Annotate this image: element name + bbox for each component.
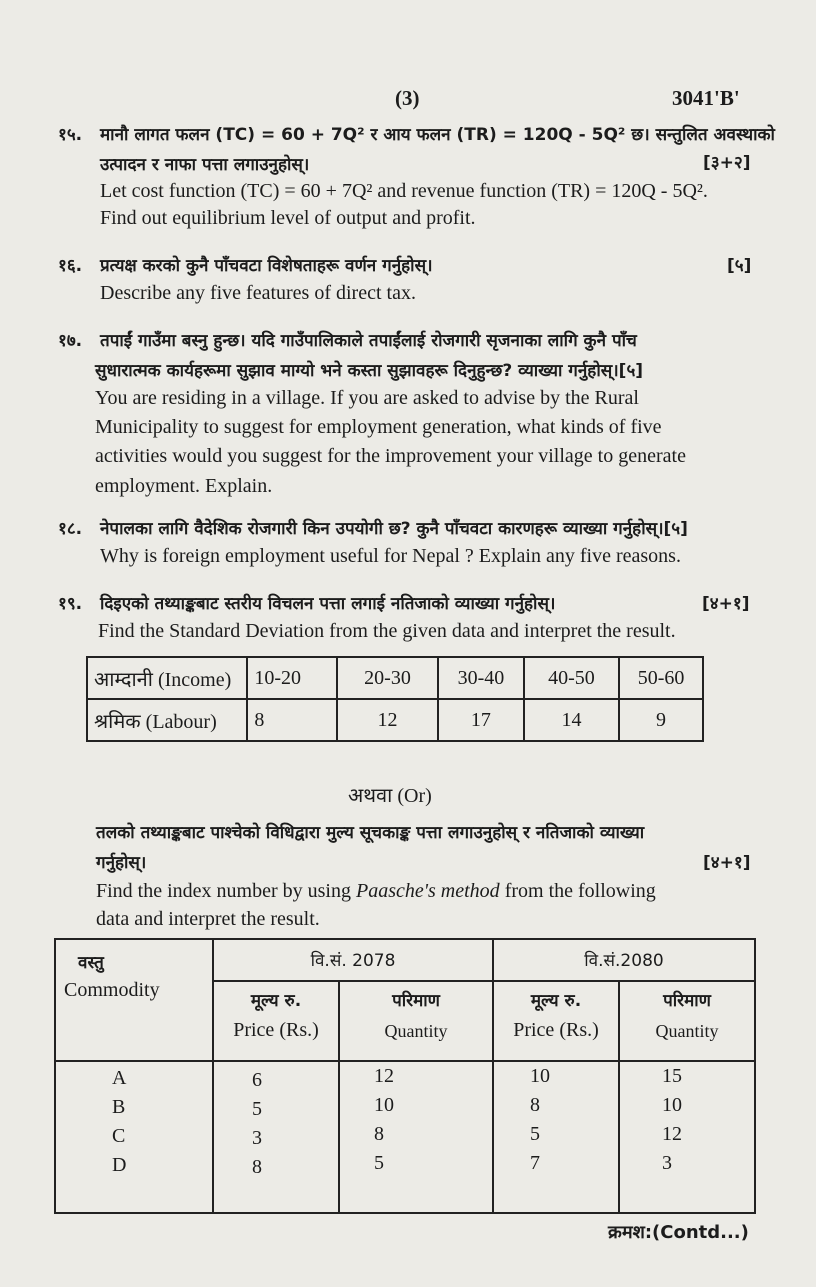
question-text-nepali: उत्पादन र नाफा पत्ता लगाउनुहोस्। xyxy=(100,155,310,175)
question-text-english: Why is foreign employment useful for Nepal ? Explain any five reasons. xyxy=(100,545,681,567)
question-text-english: You are residing in a village. If you are asked to advise by the Rural xyxy=(95,387,639,409)
table-cell: 30-40 xyxy=(438,657,524,699)
year-label: वि.सं.2080 xyxy=(584,951,664,971)
quantity-header xyxy=(339,981,493,1061)
table-cell: B xyxy=(112,1096,126,1118)
question-text-nepali: नेपालका लागि वैदेशिक रोजगारी किन उपयोगी छ? कुनै पाँचवटा कारणहरू व्याख्या गर्नुहोस्।[५] xyxy=(100,519,688,539)
table-cell: 6 xyxy=(252,1069,262,1091)
table-body-row xyxy=(55,1061,755,1213)
question-marks: [४+१] xyxy=(702,594,750,614)
table-cell: 9 xyxy=(619,699,703,741)
question-text-english: Municipality to suggest for employment generation, what kinds of five xyxy=(95,416,662,438)
question-text-nepali: सुधारात्मक कार्यहरूमा सुझाव माग्यो भने कस्ता सुझावहरू दिनुहुन्छ? व्याख्या गर्नुहोस्।[५] xyxy=(95,361,644,381)
table-cell: 5 xyxy=(530,1123,540,1145)
question-text-nepali: तपाईं गाउँमा बस्नु हुन्छ। यदि गाउँपालिकाले तपाईंलाई रोजगारी सृजनाका लागि कुनै पाँच xyxy=(100,331,637,351)
price-header-np: मूल्य रु. xyxy=(530,991,582,1011)
question-text-nepali: दिइएको तथ्याङ्कबाट स्तरीय विचलन पत्ता लगाई नतिजाको व्याख्या गर्नुहोस्। xyxy=(100,594,556,614)
price-2080-column xyxy=(493,1061,619,1213)
quantity-header-en: Quantity xyxy=(655,1021,719,1041)
table-cell: 14 xyxy=(524,699,619,741)
price-header-en: Price (Rs.) xyxy=(233,1019,319,1041)
method-name: Paasche's method xyxy=(355,880,500,902)
price-header-np: मूल्य रु. xyxy=(250,991,302,1011)
question-text-english xyxy=(96,880,656,903)
table-cell: 5 xyxy=(252,1098,262,1120)
quantity-header xyxy=(619,981,755,1061)
year-2080-header xyxy=(493,939,755,981)
table-cell: 12 xyxy=(662,1123,682,1145)
commodity-column xyxy=(55,1061,213,1213)
table-cell: 8 xyxy=(247,699,337,741)
question-text-english: employment. Explain. xyxy=(95,475,273,497)
table-cell: 7 xyxy=(530,1152,540,1174)
table-cell: C xyxy=(112,1125,126,1147)
table-cell: 8 xyxy=(252,1156,262,1178)
quantity-header-np: परिमाण xyxy=(663,991,711,1011)
continued-label: क्रमश:(Contd...) xyxy=(608,1222,749,1243)
table-cell: D xyxy=(112,1154,127,1176)
price-2078-column xyxy=(213,1061,339,1213)
question-text-nepali: मानौ लागत फलन (TC) = 60 + 7Q² र आय फलन (TR) = 120Q - 5Q² छ। सन्तुलित अवस्थाको xyxy=(100,125,775,145)
table-cell: 17 xyxy=(438,699,524,741)
table-cell: 10-20 xyxy=(247,657,337,699)
table-cell: 12 xyxy=(374,1065,394,1087)
question-number: १८. xyxy=(58,519,83,539)
table-cell: 40-50 xyxy=(524,657,619,699)
table-cell: 10 xyxy=(530,1065,550,1087)
or-label: अथवा (Or) xyxy=(348,785,432,807)
question-text-english: Find out equilibrium level of output and profit. xyxy=(100,207,476,229)
commodity-header xyxy=(55,939,213,1061)
question-number: १५. xyxy=(58,125,83,145)
table-row xyxy=(87,657,703,699)
question-marks: [५] xyxy=(727,256,752,276)
table-cell: 8 xyxy=(374,1123,384,1145)
row-label: श्रमिक (Labour) xyxy=(87,699,247,741)
quantity-2080-column xyxy=(619,1061,755,1213)
table-cell: 50-60 xyxy=(619,657,703,699)
row-label: आम्दानी (Income) xyxy=(87,657,247,699)
quantity-2078-column xyxy=(339,1061,493,1213)
commodity-header-np: वस्तु xyxy=(78,953,104,973)
text-part: from the following xyxy=(499,880,656,902)
table-cell: 5 xyxy=(374,1152,384,1174)
table-cell: 10 xyxy=(374,1094,394,1116)
question-marks: [४+१] xyxy=(703,853,751,873)
table-cell: 3 xyxy=(252,1127,262,1149)
question-text-english: Describe any five features of direct tax. xyxy=(100,282,416,304)
table-row xyxy=(87,699,703,741)
quantity-header-np: परिमाण xyxy=(392,991,440,1011)
question-text-nepali: प्रत्यक्ष करको कुनै पाँचवटा विशेषताहरू वर्णन गर्नुहोस्। xyxy=(100,256,433,276)
paper-code: 3041'B' xyxy=(672,86,740,110)
question-text-english: Find the Standard Deviation from the given data and interpret the result. xyxy=(98,620,676,642)
price-header xyxy=(493,981,619,1061)
table-cell: 3 xyxy=(662,1152,672,1174)
table-cell: 15 xyxy=(662,1065,682,1087)
question-text-english: Let cost function (TC) = 60 + 7Q² and revenue function (TR) = 120Q - 5Q². xyxy=(100,180,708,202)
question-text-nepali: तलको तथ्याङ्कबाट पाश्चेको विधिद्वारा मुल्य सूचकाङ्क पत्ता लगाउनुहोस् र नतिजाको व्याख्या xyxy=(96,823,645,843)
table-cell: 8 xyxy=(530,1094,540,1116)
paasche-table xyxy=(54,938,756,1214)
page-number: (3) xyxy=(395,86,420,110)
table-cell: 12 xyxy=(337,699,438,741)
quantity-header-en: Quantity xyxy=(384,1021,448,1041)
question-number: १६. xyxy=(58,256,83,276)
question-number: १९. xyxy=(58,594,83,614)
question-text-english: activities would you suggest for the improvement your village to generate xyxy=(95,445,686,467)
question-text-nepali: गर्नुहोस्। xyxy=(96,853,147,873)
income-labour-table xyxy=(86,656,704,742)
price-header xyxy=(213,981,339,1061)
price-header-en: Price (Rs.) xyxy=(513,1019,599,1041)
question-text-english: data and interpret the result. xyxy=(96,908,320,930)
text-part: Find the index number by using xyxy=(96,880,356,902)
question-number: १७. xyxy=(58,331,83,351)
table-cell: 10 xyxy=(662,1094,682,1116)
table-cell: A xyxy=(112,1067,127,1089)
year-label: वि.सं. 2078 xyxy=(310,951,396,971)
commodity-header-en: Commodity xyxy=(64,979,160,1001)
table-cell: 20-30 xyxy=(337,657,438,699)
question-marks: [३+२] xyxy=(703,153,751,173)
table-header-row xyxy=(55,939,755,981)
year-2078-header xyxy=(213,939,493,981)
